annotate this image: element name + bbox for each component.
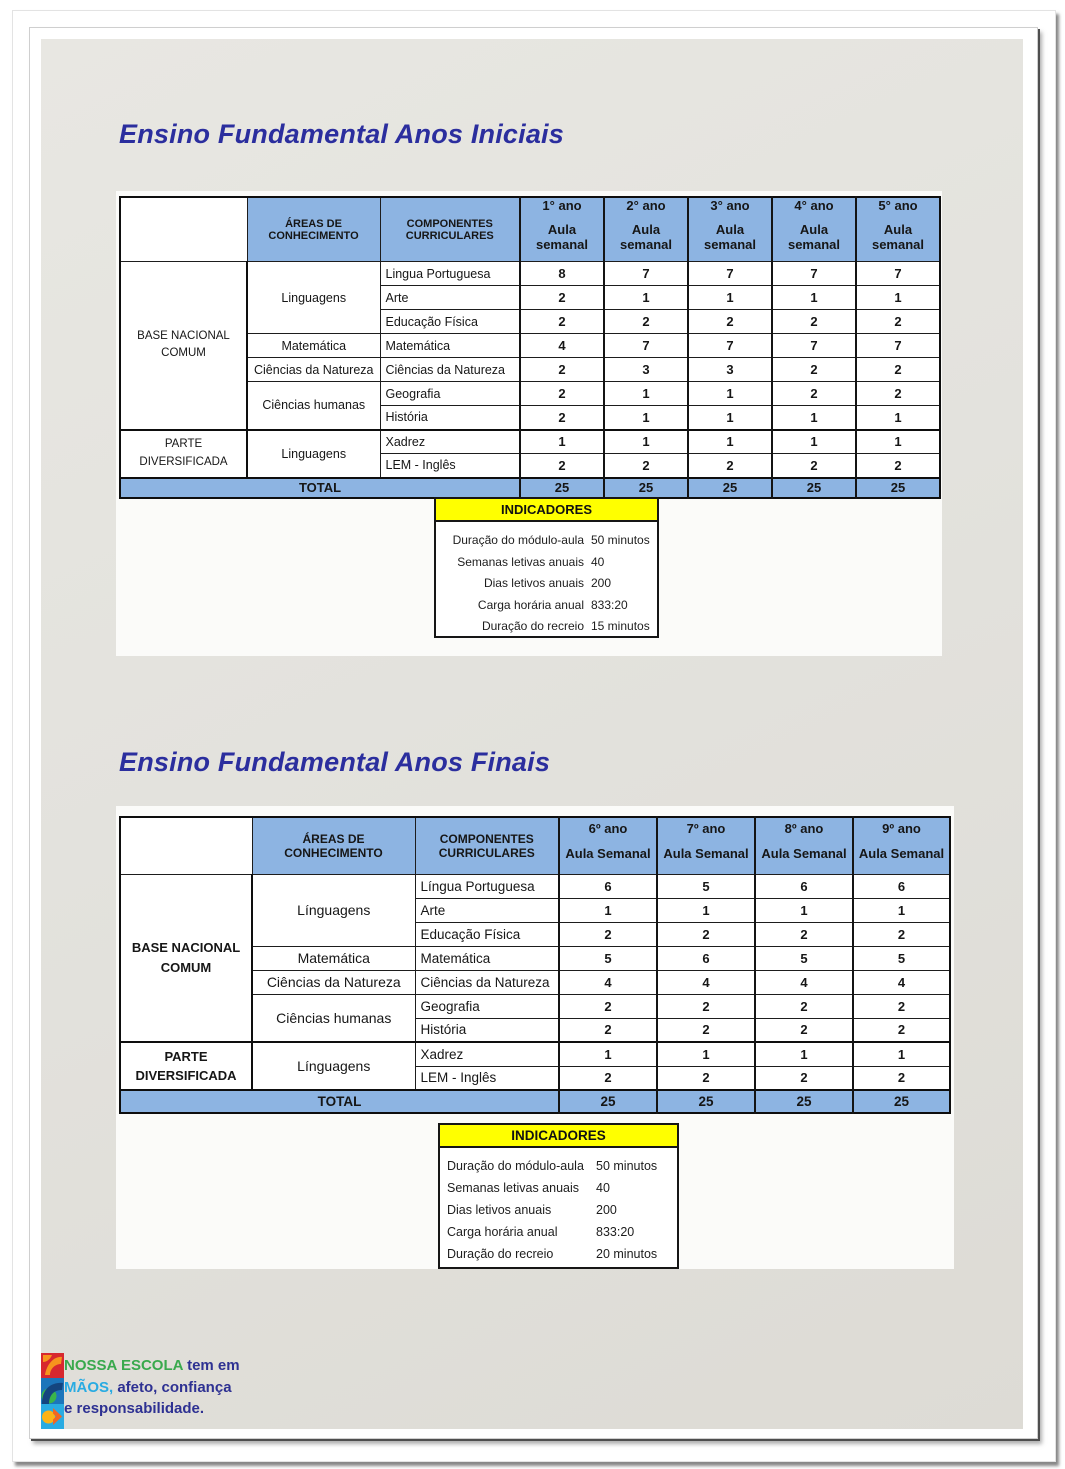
value-cell: 3: [688, 358, 772, 382]
year-header: [559, 817, 657, 874]
year-header: [772, 197, 856, 262]
total-value: 25: [772, 478, 856, 498]
value-cell: 2: [688, 454, 772, 478]
corner-cell: [120, 197, 247, 262]
value-cell: 2: [772, 358, 856, 382]
value-cell: 2: [755, 1066, 853, 1090]
table-row: [120, 262, 940, 286]
total-label: TOTAL: [120, 478, 520, 498]
year-label: 3° ano: [710, 198, 750, 213]
component-cell: Geografia: [415, 994, 559, 1018]
year-header: [657, 817, 755, 874]
component-cell: História: [415, 1018, 559, 1042]
value-cell: 2: [520, 406, 604, 430]
indicador-value: 15 minutos: [591, 619, 650, 633]
year-sublabel: Aula semanal: [619, 222, 673, 252]
logo-tile-blue-icon: [41, 1378, 64, 1404]
value-cell: 5: [559, 946, 657, 970]
value-cell: 2: [688, 310, 772, 334]
component-cell: Matemática: [415, 946, 559, 970]
total-value: 25: [604, 478, 688, 498]
year-header: [755, 817, 853, 874]
value-cell: 7: [856, 334, 940, 358]
value-cell: 2: [520, 454, 604, 478]
value-cell: 1: [559, 1042, 657, 1066]
value-cell: 1: [772, 286, 856, 310]
year-sublabel: Aula semanal: [871, 222, 925, 252]
area-cell: Línguagens: [252, 874, 415, 946]
value-cell: 2: [853, 922, 950, 946]
value-cell: 6: [853, 874, 950, 898]
value-cell: 2: [520, 310, 604, 334]
indicadores-title: INDICADORES: [436, 499, 657, 522]
value-cell: 1: [604, 286, 688, 310]
indicador-value: 20 minutos: [596, 1247, 658, 1261]
value-cell: 1: [657, 898, 755, 922]
value-cell: 2: [853, 1066, 950, 1090]
value-cell: 1: [604, 382, 688, 406]
value-cell: 1: [856, 286, 940, 310]
group-label: BASE NACIONAL COMUM: [120, 874, 252, 1042]
value-cell: 2: [604, 310, 688, 334]
indicador-label: Carga horária anual: [477, 597, 584, 612]
value-cell: 1: [657, 1042, 755, 1066]
total-row: [120, 478, 940, 498]
year-label: 5° ano: [878, 198, 918, 213]
indicador-item: [436, 533, 657, 547]
panel-iniciais: [116, 191, 942, 656]
curriculum-table-finais: [119, 816, 951, 1114]
scanned-sheet: [29, 27, 1038, 1439]
value-cell: 4: [755, 970, 853, 994]
year-sublabel: Aula Semanal: [858, 845, 945, 861]
indicador-value: 50 minutos: [591, 533, 650, 547]
value-cell: 7: [772, 334, 856, 358]
value-cell: 7: [688, 334, 772, 358]
year-label: 7º ano: [686, 820, 726, 836]
year-sublabel: Aula semanal: [703, 222, 757, 252]
component-cell: Arte: [415, 898, 559, 922]
area-cell: Ciências da Natureza: [252, 970, 415, 994]
total-value: 25: [853, 1090, 950, 1113]
component-cell: Ciências da Natureza: [380, 358, 520, 382]
value-cell: 2: [559, 994, 657, 1018]
value-cell: 1: [772, 430, 856, 454]
year-sublabel: Aula Semanal: [761, 845, 847, 861]
group-label: PARTE DIVERSIFICADA: [120, 1042, 252, 1090]
total-value: 25: [856, 478, 940, 498]
tagline-line2: [64, 1377, 294, 1399]
value-cell: 2: [755, 922, 853, 946]
value-cell: 2: [559, 1018, 657, 1042]
indicador-item: [440, 1203, 677, 1217]
value-cell: 1: [856, 430, 940, 454]
component-cell: Xadrez: [415, 1042, 559, 1066]
value-cell: 1: [688, 382, 772, 406]
year-header: [520, 197, 604, 262]
value-cell: 2: [853, 994, 950, 1018]
indicador-label: Duração do módulo-aula: [447, 1159, 584, 1173]
tagline-text: e responsabilidade.: [64, 1400, 205, 1417]
component-cell: LEM - Inglês: [415, 1066, 559, 1090]
indicador-label: Dias letivos anuais: [447, 1203, 552, 1217]
value-cell: 3: [604, 358, 688, 382]
value-cell: 1: [604, 430, 688, 454]
value-cell: 1: [755, 898, 853, 922]
tagline-line3: [64, 1398, 294, 1420]
panel-finais: [116, 806, 954, 1269]
total-value: 25: [520, 478, 604, 498]
component-cell: Educação Física: [415, 922, 559, 946]
tagline-text: afeto, confiança: [113, 1378, 232, 1396]
value-cell: 7: [604, 334, 688, 358]
indicadores-title: INDICADORES: [440, 1125, 677, 1148]
value-cell: 1: [853, 898, 950, 922]
value-cell: 7: [772, 262, 856, 286]
year-header: [688, 197, 772, 262]
tagline-line1: [64, 1355, 294, 1377]
brand-name: NOSSA ESCOLA: [64, 1357, 183, 1374]
total-value: 25: [559, 1090, 657, 1113]
year-label: 6º ano: [588, 820, 628, 836]
year-header: [604, 197, 688, 262]
value-cell: 5: [853, 946, 950, 970]
year-sublabel: Aula semanal: [787, 222, 841, 252]
table-header-row: [120, 197, 940, 262]
value-cell: 2: [856, 358, 940, 382]
value-cell: 2: [755, 1018, 853, 1042]
indicador-value: 40: [591, 554, 605, 569]
school-logo-icon: [41, 1353, 64, 1429]
value-cell: 4: [853, 970, 950, 994]
area-cell: Linguagens: [247, 430, 380, 478]
area-cell: Ciências da Natureza: [247, 358, 380, 382]
indicadores-box-finais: [438, 1123, 679, 1269]
table-row: [120, 1042, 950, 1066]
area-cell: Matemática: [247, 334, 380, 358]
component-cell: Geografia: [380, 382, 520, 406]
componentes-header: COMPONENTES CURRICULARES: [380, 197, 520, 262]
value-cell: 2: [520, 382, 604, 406]
indicador-value: 40: [596, 1181, 610, 1195]
value-cell: 2: [559, 922, 657, 946]
indicadores-box-iniciais: [434, 497, 659, 638]
component-cell: LEM - Inglês: [380, 454, 520, 478]
value-cell: 7: [856, 262, 940, 286]
group-label: PARTE DIVERSIFICADA: [120, 430, 247, 478]
value-cell: 2: [520, 286, 604, 310]
corner-cell: [120, 817, 252, 874]
year-sublabel: Aula Semanal: [565, 845, 651, 861]
indicador-label: Semanas letivas anuais: [457, 554, 584, 569]
indicador-label: Duração do recreio: [481, 619, 584, 633]
component-cell: Lingua Portuguesa: [380, 262, 520, 286]
value-cell: 2: [520, 358, 604, 382]
component-cell: Xadrez: [380, 430, 520, 454]
value-cell: 5: [657, 874, 755, 898]
value-cell: 6: [755, 874, 853, 898]
value-cell: 2: [657, 922, 755, 946]
value-cell: 2: [755, 994, 853, 1018]
areas-header: ÁREAS DE CONHECIMENTO: [247, 197, 380, 262]
component-cell: Língua Portuguesa: [415, 874, 559, 898]
indicador-value: 833:20: [596, 1225, 635, 1239]
year-sublabel: Aula Semanal: [663, 845, 749, 861]
section-title-finais: Ensino Fundamental Anos Finais: [119, 747, 551, 777]
value-cell: 1: [755, 1042, 853, 1066]
value-cell: 1: [853, 1042, 950, 1066]
scan-area: [41, 39, 1023, 1429]
value-cell: 1: [688, 286, 772, 310]
value-cell: 1: [688, 430, 772, 454]
group-label: BASE NACIONAL COMUM: [120, 262, 247, 430]
value-cell: 1: [772, 406, 856, 430]
value-cell: 2: [856, 454, 940, 478]
area-cell: Ciências humanas: [247, 382, 380, 430]
footer-tagline: [64, 1355, 294, 1420]
value-cell: 5: [755, 946, 853, 970]
value-cell: 2: [853, 1018, 950, 1042]
indicador-item: [436, 619, 657, 633]
component-cell: História: [380, 406, 520, 430]
table-row: [120, 430, 940, 454]
value-cell: 2: [772, 454, 856, 478]
area-cell: Ciências humanas: [252, 994, 415, 1042]
total-value: 25: [755, 1090, 853, 1113]
indicador-value: 50 minutos: [596, 1159, 658, 1173]
year-header: [856, 197, 940, 262]
value-cell: 4: [657, 970, 755, 994]
year-label: 2° ano: [626, 198, 666, 213]
year-label: 8º ano: [784, 820, 824, 836]
value-cell: 7: [604, 262, 688, 286]
value-cell: 2: [856, 310, 940, 334]
total-value: 25: [688, 478, 772, 498]
total-label: TOTAL: [120, 1090, 559, 1113]
value-cell: 1: [559, 898, 657, 922]
value-cell: 4: [559, 970, 657, 994]
value-cell: 7: [688, 262, 772, 286]
value-cell: 2: [856, 382, 940, 406]
areas-header: ÁREAS DE CONHECIMENTO: [252, 817, 415, 874]
area-cell: Línguagens: [252, 1042, 415, 1090]
indicador-value: 200: [596, 1203, 617, 1217]
curriculum-table-iniciais: [119, 196, 941, 499]
indicador-item: [436, 576, 657, 590]
value-cell: 2: [604, 454, 688, 478]
indicador-value: 833:20: [591, 597, 628, 612]
total-value: 25: [657, 1090, 755, 1113]
value-cell: 4: [520, 334, 604, 358]
area-cell: Linguagens: [247, 262, 380, 334]
component-cell: Arte: [380, 286, 520, 310]
indicador-item: [440, 1159, 677, 1173]
indicador-label: Dias letivos anuais: [483, 576, 584, 590]
indicador-label: Duração do módulo-aula: [452, 533, 584, 547]
value-cell: 2: [657, 1018, 755, 1042]
indicador-item: [440, 1247, 677, 1261]
year-header: [853, 817, 950, 874]
component-cell: Ciências da Natureza: [415, 970, 559, 994]
component-cell: Educação Física: [380, 310, 520, 334]
year-label: 1° ano: [542, 198, 582, 213]
area-cell: Matemática: [252, 946, 415, 970]
component-cell: Matemática: [380, 334, 520, 358]
value-cell: 2: [657, 994, 755, 1018]
value-cell: 1: [856, 406, 940, 430]
value-cell: 2: [772, 382, 856, 406]
value-cell: 6: [559, 874, 657, 898]
section-title-iniciais: Ensino Fundamental Anos Iniciais: [119, 119, 564, 149]
value-cell: 8: [520, 262, 604, 286]
outer-page: [12, 10, 1056, 1462]
componentes-header: COMPONENTES CURRICULARES: [415, 817, 559, 874]
total-row: [120, 1090, 950, 1113]
year-label: 4° ano: [794, 198, 834, 213]
indicador-value: 200: [591, 576, 612, 590]
value-cell: 1: [520, 430, 604, 454]
indicador-item: [436, 555, 657, 569]
value-cell: 2: [772, 310, 856, 334]
table-header-row: [120, 817, 950, 874]
logo-tile-red-icon: [41, 1353, 64, 1378]
value-cell: 6: [657, 946, 755, 970]
indicador-item: [440, 1181, 677, 1195]
tagline-text: tem em: [182, 1357, 240, 1374]
indicador-label: Carga horária anual: [447, 1225, 558, 1239]
year-label: 9º ano: [882, 820, 921, 836]
indicador-label: Semanas letivas anuais: [447, 1181, 580, 1195]
value-cell: 1: [604, 406, 688, 430]
indicador-item: [436, 598, 657, 612]
indicador-label: Duração do recreio: [447, 1247, 554, 1261]
logo-tile-cyan-icon: [41, 1404, 64, 1429]
indicador-item: [440, 1225, 677, 1239]
value-cell: 2: [559, 1066, 657, 1090]
value-cell: 1: [688, 406, 772, 430]
value-cell: 2: [657, 1066, 755, 1090]
table-row: [120, 874, 950, 898]
year-sublabel: Aula semanal: [535, 222, 589, 252]
brand-word: MÃOS,: [64, 1378, 114, 1396]
